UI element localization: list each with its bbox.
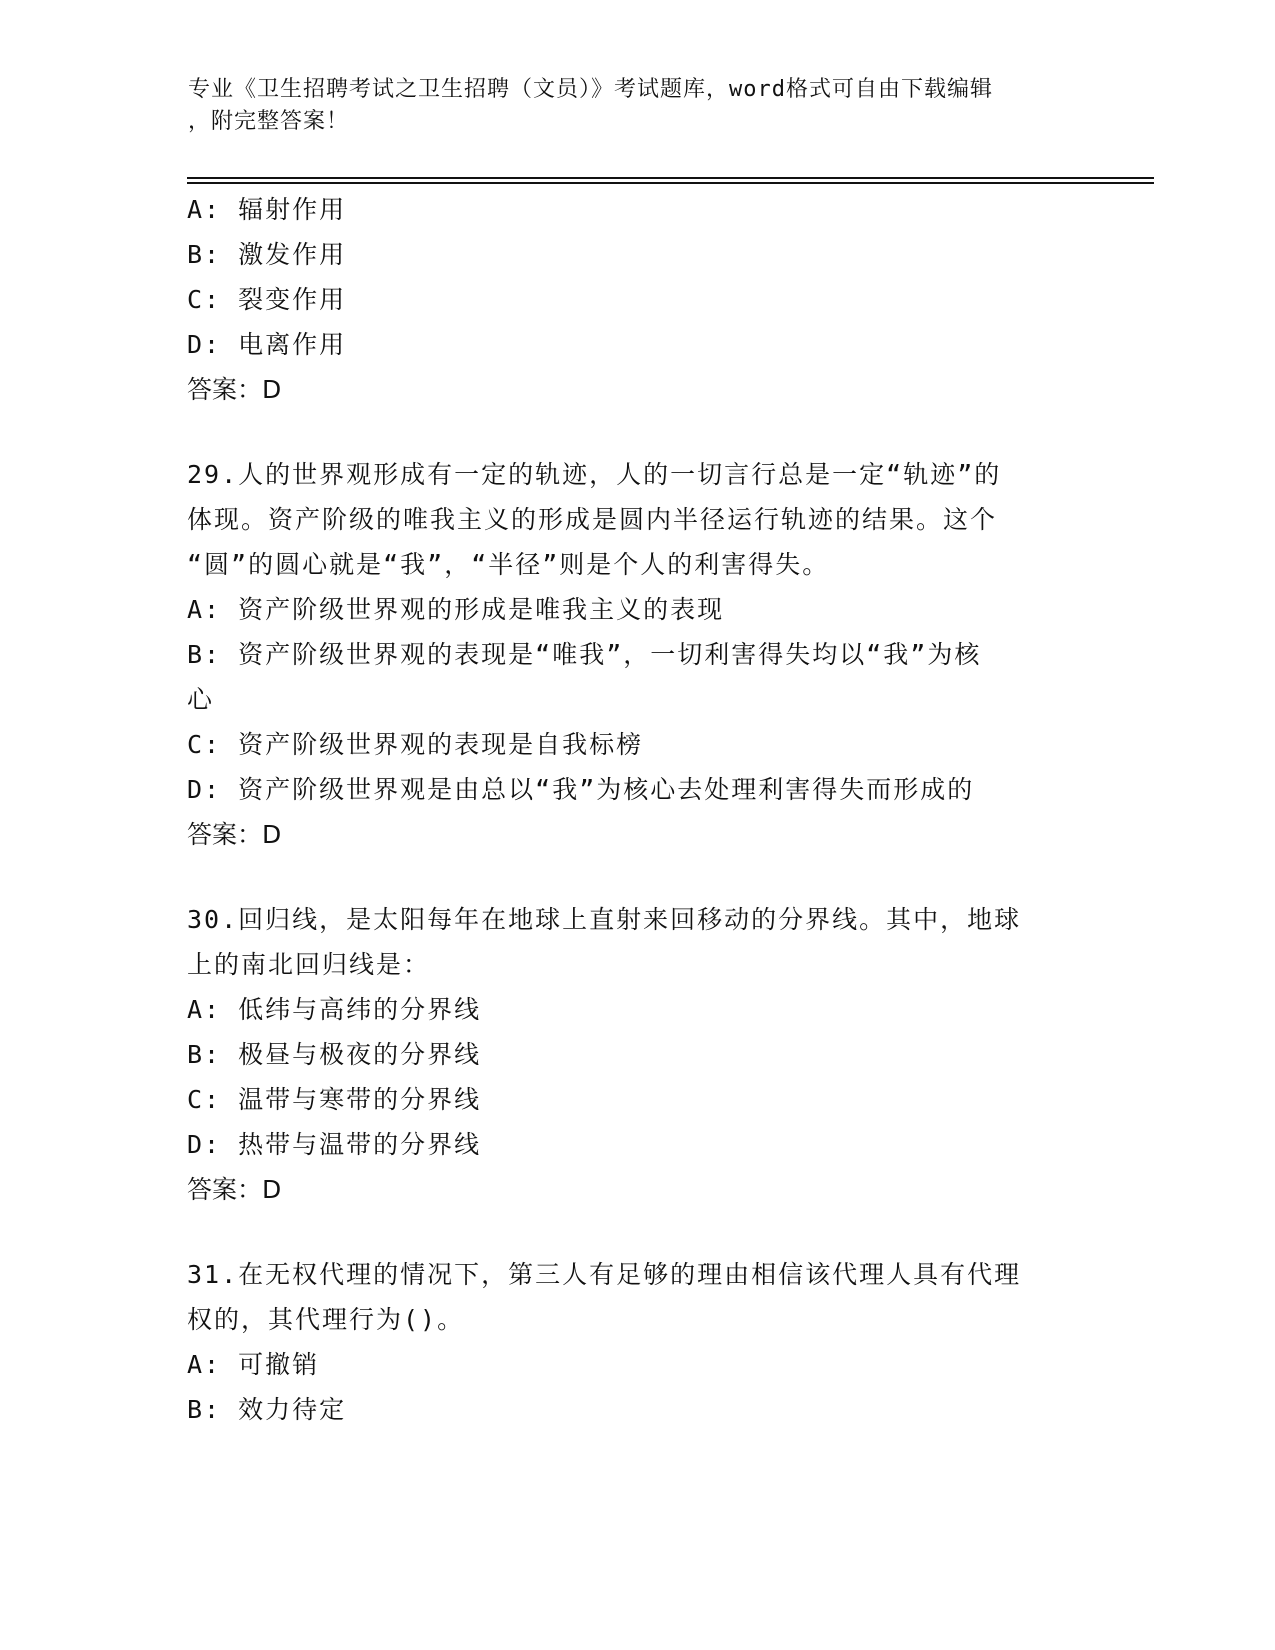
header-line-1: 专业《卫生招聘考试之卫生招聘（文员）》考试题库，word格式可自由下载编辑 [188, 77, 993, 102]
option-b: B: 极昼与极夜的分界线 [187, 1040, 482, 1069]
option-d: D: 电离作用 [187, 330, 347, 359]
option-c: C: 温带与寒带的分界线 [187, 1085, 482, 1114]
question-stem-line: 上的南北回归线是： [187, 950, 431, 979]
question-stem-line: 30.回归线，是太阳每年在地球上直射来回移动的分界线。其中，地球 [187, 905, 1022, 934]
header-line-2: ，附完整答案！ [188, 109, 350, 134]
question-29 [187, 452, 1067, 857]
answer-line: 答案：D [187, 375, 282, 404]
option-c: C: 资产阶级世界观的表现是自我标榜 [187, 730, 644, 759]
document-header [188, 74, 1068, 138]
header-divider-top [187, 177, 1154, 179]
option-b-continuation: 心 [187, 685, 215, 714]
header-divider-bottom [187, 182, 1154, 184]
option-b: B: 效力待定 [187, 1395, 347, 1424]
option-c: C: 裂变作用 [187, 285, 347, 314]
question-stem-line: 31.在无权代理的情况下，第三人有足够的理由相信该代理人具有代理 [187, 1260, 1022, 1289]
option-a: A: 资产阶级世界观的形成是唯我主义的表现 [187, 595, 725, 624]
spacer [187, 1212, 1067, 1252]
option-a: A: 可撤销 [187, 1350, 320, 1379]
option-a: A: 辐射作用 [187, 195, 347, 224]
answer-line: 答案：D [187, 820, 282, 849]
question-stem-line: “圆”的圆心就是“我”，“半径”则是个人的利害得失。 [187, 550, 830, 579]
option-b: B: 资产阶级世界观的表现是“唯我”，一切利害得失均以“我”为核 [187, 640, 982, 669]
question-30 [187, 897, 1067, 1212]
option-b: B: 激发作用 [187, 240, 347, 269]
question-31 [187, 1252, 1067, 1432]
spacer [187, 857, 1067, 897]
question-list [187, 187, 1067, 1432]
spacer [187, 412, 1067, 452]
question-stem-line: 权的，其代理行为()。 [187, 1305, 465, 1334]
question-28 [187, 187, 1067, 412]
option-d: D: 资产阶级世界观是由总以“我”为核心去处理利害得失而形成的 [187, 775, 975, 804]
answer-line: 答案：D [187, 1175, 282, 1204]
question-stem-line: 体现。资产阶级的唯我主义的形成是圆内半径运行轨迹的结果。这个 [187, 505, 998, 534]
option-a: A: 低纬与高纬的分界线 [187, 995, 482, 1024]
question-stem-line: 29.人的世界观形成有一定的轨迹，人的一切言行总是一定“轨迹”的 [187, 460, 1002, 489]
option-d: D: 热带与温带的分界线 [187, 1130, 482, 1159]
